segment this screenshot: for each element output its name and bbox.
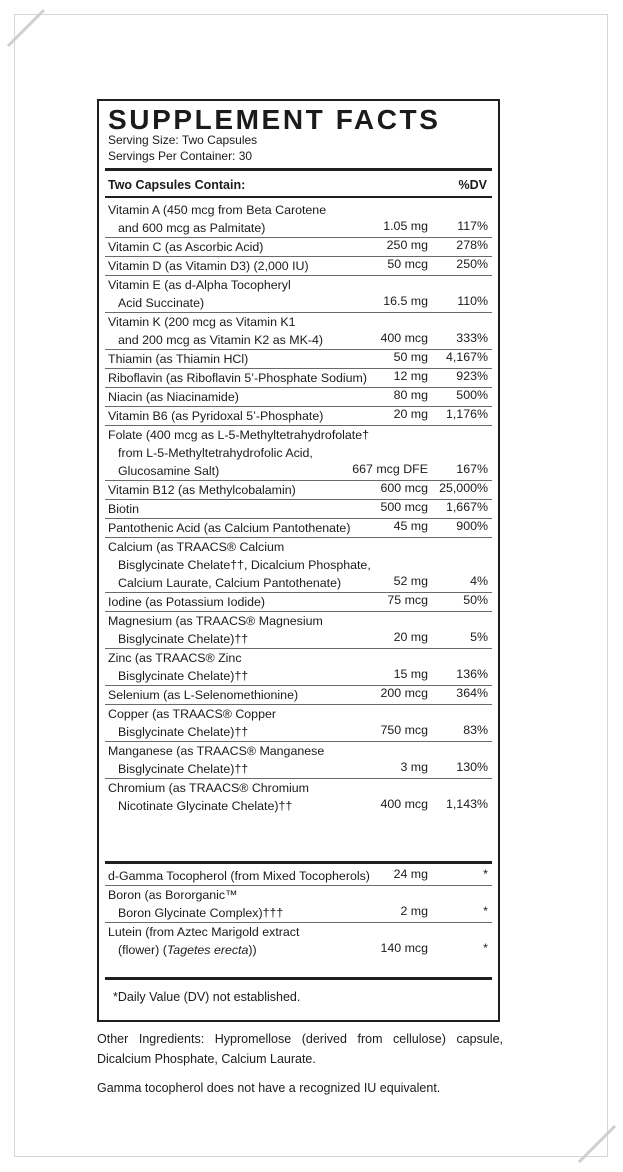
nutrient-amount: 15 mg [393, 667, 428, 681]
nutrient-dv: 5% [470, 630, 488, 644]
nutrient-name-line: and 200 mcg as Vitamin K2 as MK-4) [118, 333, 324, 347]
nutrient-name [108, 779, 366, 815]
nutrient-name [108, 519, 366, 537]
nutrient-name [108, 705, 366, 741]
nutrient-name-line: Zinc (as TRAACS® Zinc [108, 651, 242, 665]
panel-title: SUPPLEMENT FACTS [108, 104, 441, 135]
nutrient-name-line: Copper (as TRAACS® Copper [108, 707, 276, 721]
nutrient-name-line: Boron Glycinate Complex)††† [118, 906, 284, 920]
nutrient-name-line: Folate (400 mcg as L-5-Methyltetrahydrofolate† [108, 428, 370, 442]
table-header [108, 176, 491, 194]
nutrient-row [105, 648, 492, 685]
nutrient-row [105, 922, 492, 959]
gamma-note-text: Gamma tocopherol does not have a recognized IU equivalent. [97, 1081, 441, 1095]
nutrient-dv: * [483, 904, 488, 918]
nutrient-row [105, 741, 492, 778]
nutrient-name [108, 923, 366, 959]
nutrient-name [108, 500, 366, 518]
nutrient-name-line: Selenium (as L-Selenomethionine) [108, 688, 299, 702]
nutrient-name-line: Bisglycinate Chelate)†† [118, 762, 249, 776]
footnote: *Daily Value (DV) not established. [113, 990, 301, 1004]
nutrient-dv: * [483, 941, 488, 955]
nutrient-name-line: Bisglycinate Chelate)†† [118, 632, 249, 646]
nutrient-row [105, 518, 492, 537]
nutrient-name-line: Calcium Laurate, Calcium Pantothenate) [118, 576, 342, 590]
nutrient-name-line: Boron (as Bororganic™ [108, 888, 238, 902]
nutrient-row [105, 387, 492, 406]
nutrient-amount: 24 mg [393, 867, 428, 881]
nutrient-name-line: Lutein (from Aztec Marigold extract [108, 925, 300, 939]
nutrient-name-line: from L-5-Methyltetrahydrofolic Acid, [118, 446, 313, 460]
nutrient-list [105, 201, 492, 815]
nutrient-amount: 20 mg [393, 630, 428, 644]
nutrient-dv: 117% [457, 219, 488, 233]
nutrient-amount: 3 mg [400, 760, 428, 774]
nutrient-row [105, 592, 492, 611]
nutrient-name [108, 612, 366, 648]
nutrient-name-line: Vitamin D (as Vitamin D3) (2,000 IU) [108, 259, 309, 273]
nutrient-row [105, 406, 492, 425]
nutrient-row [105, 368, 492, 387]
nutrient-dv: 83% [463, 723, 488, 737]
divider-header [105, 196, 492, 198]
nutrient-dv: 250% [456, 257, 488, 271]
supplement-facts-panel [97, 99, 500, 1022]
nutrient-row [105, 256, 492, 275]
nutrient-name-line: Magnesium (as TRAACS® Magnesium [108, 614, 323, 628]
nutrient-name-line: d-Gamma Tocopherol (from Mixed Tocopherols) [108, 869, 370, 883]
corner-decoration-top-left [4, 6, 48, 50]
nutrient-amount: 140 mcg [380, 941, 428, 955]
nutrient-name-line: Acid Succinate) [118, 296, 205, 310]
nutrient-amount: 50 mcg [387, 257, 428, 271]
nutrient-name [108, 742, 366, 778]
nutrient-amount: 45 mg [393, 519, 428, 533]
nutrient-dv: 50% [463, 593, 488, 607]
nutrient-name-line: Pantothenic Acid (as Calcium Pantothenate) [108, 521, 351, 535]
nutrient-row [105, 237, 492, 256]
nutrient-dv: * [483, 867, 488, 881]
contains-label: Two Capsules Contain: [108, 178, 246, 192]
other-ingredients-line-1: Other Ingredients: Hypromellose (derived from cellulose) capsule, [97, 1032, 503, 1046]
nutrient-amount: 200 mcg [380, 686, 428, 700]
nutrient-name [108, 686, 366, 704]
nutrient-amount: 667 mcg DFE [352, 462, 428, 476]
nutrient-name [108, 276, 366, 312]
nutrient-amount: 75 mcg [387, 593, 428, 607]
nutrient-row [105, 201, 492, 237]
nutrient-name [108, 388, 366, 406]
nutrient-name-line: Vitamin B12 (as Methylcobalamin) [108, 483, 296, 497]
nutrient-amount: 2 mg [400, 904, 428, 918]
other-nutrient-list [105, 867, 492, 959]
nutrient-dv: 167% [456, 462, 488, 476]
nutrient-name-line: Thiamin (as Thiamin HCl) [108, 352, 249, 366]
nutrient-name-line: Bisglycinate Chelate)†† [118, 669, 249, 683]
nutrient-name [108, 350, 366, 368]
nutrient-row [105, 312, 492, 349]
nutrient-amount: 80 mg [393, 388, 428, 402]
nutrient-dv: 1,143% [445, 797, 488, 811]
nutrient-name-line: Vitamin B6 (as Pyridoxal 5’-Phosphate) [108, 409, 324, 423]
nutrient-name-line: Nicotinate Glycinate Chelate)†† [118, 799, 293, 813]
nutrient-row [105, 685, 492, 704]
nutrient-name-line: Bisglycinate Chelate††, Dicalcium Phosphate, [118, 558, 371, 572]
nutrient-name-line: Manganese (as TRAACS® Manganese [108, 744, 325, 758]
nutrient-name-line: Calcium (as TRAACS® Calcium [108, 540, 285, 554]
nutrient-name [108, 238, 366, 256]
nutrient-dv: 130% [456, 760, 488, 774]
nutrient-name [108, 426, 370, 480]
nutrient-amount: 50 mg [393, 350, 428, 364]
nutrient-name-line: Chromium (as TRAACS® Chromium [108, 781, 309, 795]
nutrient-name [108, 886, 366, 922]
divider-other [105, 861, 492, 864]
other-ingredients [97, 1029, 503, 1069]
nutrient-name-line: Iodine (as Potassium Iodide) [108, 595, 266, 609]
nutrient-name-line: Vitamin E (as d-Alpha Tocopheryl [108, 278, 291, 292]
nutrient-dv: 4% [470, 574, 488, 588]
nutrient-name [108, 257, 366, 275]
nutrient-dv: 110% [457, 294, 488, 308]
nutrient-row [105, 499, 492, 518]
nutrient-amount: 750 mcg [380, 723, 428, 737]
nutrient-name-line: Vitamin K (200 mcg as Vitamin K1 [108, 315, 296, 329]
nutrient-name [108, 593, 366, 611]
nutrient-name-line: Vitamin C (as Ascorbic Acid) [108, 240, 264, 254]
nutrient-row [105, 885, 492, 922]
nutrient-name-line: Bisglycinate Chelate)†† [118, 725, 249, 739]
servings-per-container: Servings Per Container: 30 [108, 149, 253, 163]
nutrient-dv: 25,000% [439, 481, 488, 495]
nutrient-row [105, 778, 492, 815]
divider-thick [105, 168, 492, 171]
nutrient-amount: 400 mcg [380, 331, 428, 345]
nutrient-dv: 500% [456, 388, 488, 402]
nutrient-amount: 20 mg [393, 407, 428, 421]
serving-size: Serving Size: Two Capsules [108, 133, 258, 147]
nutrient-name-line: (flower) (Tagetes erecta)) [118, 943, 257, 957]
nutrient-dv: 136% [456, 667, 488, 681]
nutrient-row [105, 611, 492, 648]
nutrient-amount: 52 mg [393, 574, 428, 588]
nutrient-name [108, 481, 366, 499]
nutrient-amount: 400 mcg [380, 797, 428, 811]
nutrient-row [105, 480, 492, 499]
nutrient-dv: 1,176% [445, 407, 488, 421]
nutrient-name [108, 369, 366, 387]
nutrient-name-line: Niacin (as Niacinamide) [108, 390, 239, 404]
nutrient-name [108, 649, 366, 685]
nutrient-dv: 364% [456, 686, 488, 700]
other-ingredients-line-2: Dicalcium Phosphate, Calcium Laurate. [97, 1052, 316, 1066]
nutrient-amount: 500 mcg [380, 500, 428, 514]
nutrient-name-line: Glucosamine Salt) [118, 464, 220, 478]
nutrient-amount: 16.5 mg [383, 294, 428, 308]
nutrient-dv: 900% [456, 519, 488, 533]
dv-header: %DV [458, 178, 487, 192]
nutrient-amount: 250 mg [386, 238, 428, 252]
divider-bottom [105, 977, 492, 980]
nutrient-amount: 600 mcg [380, 481, 428, 495]
nutrient-row [105, 537, 492, 592]
nutrient-name-line: and 600 mcg as Palmitate) [118, 221, 266, 235]
nutrient-row [105, 349, 492, 368]
gamma-note [97, 1078, 503, 1098]
nutrient-row [105, 704, 492, 741]
nutrient-name-line: Riboflavin (as Riboflavin 5’-Phosphate Sodium) [108, 371, 367, 385]
nutrient-name [108, 313, 366, 349]
corner-decoration-bottom-right [575, 1122, 619, 1166]
nutrient-dv: 923% [456, 369, 488, 383]
nutrient-row [105, 867, 492, 885]
nutrient-amount: 12 mg [393, 369, 428, 383]
nutrient-name-line: Vitamin A (450 mcg from Beta Carotene [108, 203, 327, 217]
nutrient-dv: 4,167% [445, 350, 488, 364]
nutrient-dv: 1,667% [445, 500, 488, 514]
nutrient-name [108, 201, 366, 237]
nutrient-row [105, 425, 492, 480]
nutrient-dv: 278% [456, 238, 488, 252]
nutrient-name [108, 407, 366, 425]
nutrient-amount: 1.05 mg [383, 219, 428, 233]
nutrient-name [108, 538, 371, 592]
nutrient-name-line: Biotin [108, 502, 139, 516]
nutrient-row [105, 275, 492, 312]
nutrient-dv: 333% [456, 331, 488, 345]
nutrient-name [108, 867, 370, 885]
